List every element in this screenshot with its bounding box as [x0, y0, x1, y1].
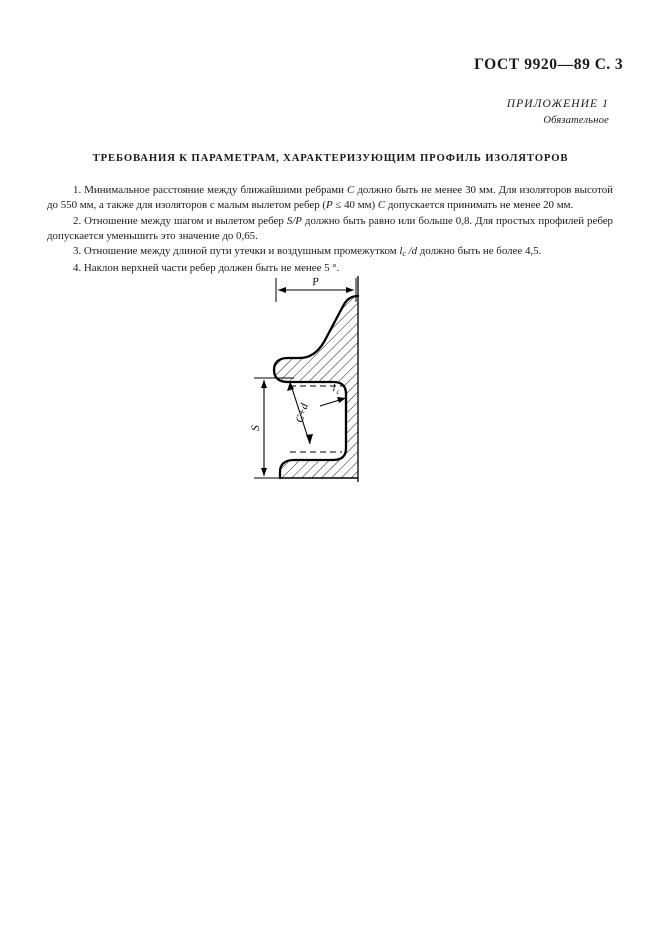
p-arrow-right [346, 287, 354, 293]
req3-text-b: должно быть не более 4,5. [417, 245, 542, 258]
appendix-title: ПРИЛОЖЕНИЕ 1 [506, 98, 609, 110]
requirement-item-2 [47, 214, 613, 244]
insulator-profile-figure [238, 274, 386, 486]
req2-text-b: должно быть равно или больше 0,8. Для простых профилей ребер допускается уменьшить это значение до 0,65. [47, 214, 613, 242]
label-air-gap-subscript: c [336, 388, 340, 396]
hatching-region [238, 274, 386, 486]
s-arrow-bottom [261, 468, 267, 476]
cd-arrow-bottom [306, 434, 313, 444]
p-arrow-left [278, 287, 286, 293]
req1-symbol-c2: C [377, 199, 386, 212]
req1-text-b: должно быть не менее 30 мм. Для изоляторов высотой до 550 мм, а также для изоляторов с малым вылетом ребер ( [47, 184, 613, 212]
standard-number: ГОСТ 9920—89 [474, 56, 591, 73]
insulator-profile-drawing [238, 274, 386, 486]
label-step-s: S [250, 425, 262, 431]
req1-symbol-p: P [326, 199, 333, 212]
label-air-gap-l: l [332, 383, 336, 394]
requirement-item-1 [47, 183, 613, 213]
req3-symbol-l: l [399, 245, 403, 258]
req3-text-a: 3. Отношение между длиной пути утечки и воздушным промежутком [73, 245, 400, 258]
appendix-subtitle: Обязательное [543, 114, 609, 126]
lc-arrow [337, 397, 346, 403]
req1-text-c: ≤ 40 мм) [332, 199, 378, 212]
req2-text-a: 2. Отношение между шагом и вылетом ребер [73, 214, 287, 227]
label-creepage-cd: C+d [294, 402, 311, 425]
req2-symbol-sp: S/P [286, 214, 302, 227]
req3-symbol-d: /d [405, 245, 418, 258]
requirements-list [47, 183, 613, 276]
label-pitch-p: P [311, 275, 320, 289]
requirement-item-3 [47, 244, 613, 260]
page-header [0, 56, 623, 74]
page-number: С. 3 [594, 56, 623, 73]
req1-text-d: допускается принимать не менее 20 мм. [385, 199, 574, 212]
req1-text-a: 1. Минимальное расстояние между ближайшими ребрами [73, 184, 348, 196]
requirement-item-4: 4. Наклон верхней части ребер должен быть не менее 5 °. [73, 261, 340, 274]
req1-symbol-c: C [347, 184, 355, 196]
appendix-block [0, 96, 609, 128]
page-title: ТРЕБОВАНИЯ К ПАРАМЕТРАМ, ХАРАКТЕРИЗУЮЩИМ ПРОФИЛЬ ИЗОЛЯТОРОВ [92, 152, 569, 164]
req3-symbol-subscript: c [402, 249, 406, 259]
s-arrow-top [261, 380, 267, 388]
